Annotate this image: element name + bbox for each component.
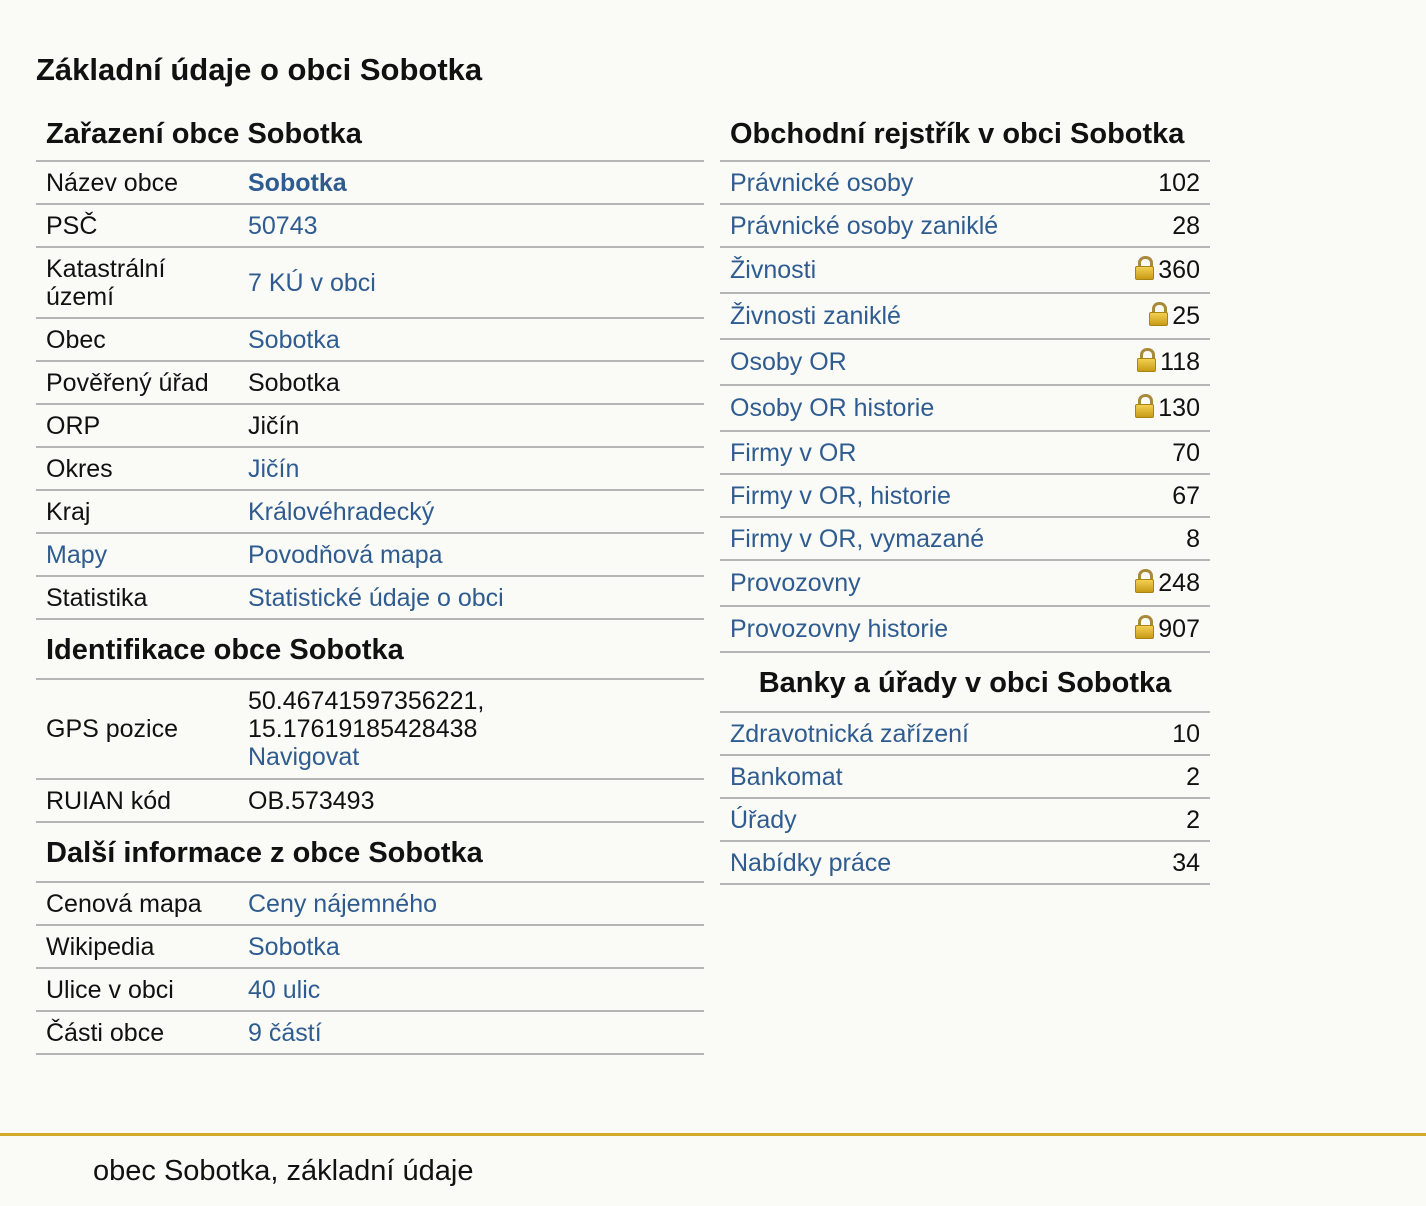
- table-row: [720, 204, 1210, 247]
- row-key: RUIAN kód: [36, 779, 238, 822]
- kraj-link[interactable]: Královéhradecký: [248, 497, 435, 526]
- banky-table: [720, 713, 1210, 885]
- povodnova-mapa-link[interactable]: Povodňová mapa: [248, 540, 443, 569]
- identifikace-heading: Identifikace obce Sobotka: [36, 620, 704, 680]
- table-row: [720, 798, 1210, 841]
- row-key: GPS pozice: [36, 680, 238, 779]
- count: 10: [1080, 713, 1210, 755]
- table-row: [720, 385, 1210, 431]
- provozovny-historie-link[interactable]: Provozovny historie: [730, 615, 949, 643]
- casti-obce-link[interactable]: 9 částí: [248, 1018, 322, 1047]
- row-key: Okres: [36, 447, 238, 490]
- count: 360: [1158, 256, 1200, 284]
- dalsi-table: [36, 883, 704, 1055]
- osoby-or-historie-link[interactable]: Osoby OR historie: [730, 394, 935, 422]
- count: 25: [1172, 302, 1200, 330]
- padlock-icon: [1149, 302, 1168, 326]
- row-key: ORP: [36, 404, 238, 447]
- zarazeni-heading: Zařazení obce Sobotka: [36, 112, 704, 162]
- table-row: [720, 606, 1210, 652]
- firmy-v-or-historie-link[interactable]: Firmy v OR, historie: [730, 481, 951, 510]
- table-row: [36, 680, 704, 779]
- row-key: Wikipedia: [36, 925, 238, 968]
- okres-link[interactable]: Jičín: [248, 454, 300, 483]
- obchodni-table: [720, 162, 1210, 653]
- orp-value: Jičín: [238, 404, 704, 447]
- katastralni-uzemi-link[interactable]: 7 KÚ v obci: [248, 268, 376, 297]
- ulice-link[interactable]: 40 ulic: [248, 975, 321, 1004]
- obchodni-heading: Obchodní rejstřík v obci Sobotka: [720, 112, 1210, 162]
- gps-coordinates: 50.46741597356221, 15.17619185428438: [248, 687, 485, 743]
- row-key: Název obce: [36, 162, 238, 204]
- padlock-icon: [1135, 256, 1154, 280]
- count: 118: [1160, 348, 1200, 376]
- count: 28: [1080, 204, 1210, 247]
- obec-link[interactable]: Sobotka: [248, 325, 340, 354]
- osoby-or-link[interactable]: Osoby OR: [730, 348, 847, 376]
- table-row: [36, 404, 704, 447]
- zarazeni-table: [36, 162, 704, 620]
- right-column: [720, 112, 1210, 885]
- firmy-v-or-vymazane-link[interactable]: Firmy v OR, vymazané: [730, 524, 985, 553]
- dalsi-heading: Další informace z obce Sobotka: [36, 823, 704, 883]
- row-key: Kraj: [36, 490, 238, 533]
- zdravotnicka-zarizeni-link[interactable]: Zdravotnická zařízení: [730, 719, 969, 748]
- footer-text: obec Sobotka, základní údaje: [93, 1155, 474, 1187]
- table-row: [720, 841, 1210, 884]
- table-row: [36, 361, 704, 404]
- row-key: PSČ: [36, 204, 238, 247]
- padlock-icon: [1135, 394, 1154, 418]
- pravnicke-osoby-link[interactable]: Právnické osoby: [730, 168, 914, 197]
- ruian-value: OB.573493: [238, 779, 704, 822]
- row-key: Pověřený úřad: [36, 361, 238, 404]
- bankomat-link[interactable]: Bankomat: [730, 762, 843, 791]
- table-row: [36, 1011, 704, 1054]
- left-column: [36, 112, 704, 1055]
- zivnosti-zanikle-link[interactable]: Živnosti zaniklé: [730, 302, 901, 330]
- count: 2: [1080, 755, 1210, 798]
- table-row: [720, 247, 1210, 293]
- padlock-icon: [1137, 348, 1156, 372]
- firmy-v-or-link[interactable]: Firmy v OR: [730, 438, 857, 467]
- provozovny-link[interactable]: Provozovny: [730, 569, 861, 597]
- table-row: [36, 968, 704, 1011]
- padlock-icon: [1135, 615, 1154, 639]
- table-row: [36, 883, 704, 925]
- table-row: [36, 925, 704, 968]
- table-row: [36, 318, 704, 361]
- ceny-najemneho-link[interactable]: Ceny nájemného: [248, 889, 438, 918]
- table-row: [36, 247, 704, 318]
- count: 70: [1080, 431, 1210, 474]
- table-row: [36, 162, 704, 204]
- count: 102: [1080, 162, 1210, 204]
- table-row: [720, 713, 1210, 755]
- urady-link[interactable]: Úřady: [730, 805, 797, 834]
- row-key: Obec: [36, 318, 238, 361]
- row-key: Části obce: [36, 1011, 238, 1054]
- page-title: Základní údaje o obci Sobotka: [36, 52, 483, 87]
- banky-heading: Banky a úřady v obci Sobotka: [720, 653, 1210, 713]
- row-key: Ulice v obci: [36, 968, 238, 1011]
- zivnosti-link[interactable]: Živnosti: [730, 256, 817, 284]
- count: 67: [1080, 474, 1210, 517]
- table-row: [36, 576, 704, 619]
- count: 248: [1158, 569, 1200, 597]
- padlock-icon: [1135, 569, 1154, 593]
- table-row: [720, 755, 1210, 798]
- table-row: [36, 533, 704, 576]
- table-row: [36, 779, 704, 822]
- count: 907: [1158, 615, 1200, 643]
- row-key: Cenová mapa: [36, 883, 238, 925]
- statisticke-udaje-link[interactable]: Statistické údaje o obci: [248, 583, 504, 612]
- table-row: [720, 517, 1210, 560]
- count: 8: [1080, 517, 1210, 560]
- pravnicke-osoby-zanikle-link[interactable]: Právnické osoby zaniklé: [730, 211, 999, 240]
- count: 2: [1080, 798, 1210, 841]
- table-row: [720, 339, 1210, 385]
- povereny-urad-value: Sobotka: [238, 361, 704, 404]
- row-key: Katastrální území: [36, 247, 238, 318]
- identifikace-table: [36, 680, 704, 823]
- table-row: [36, 447, 704, 490]
- table-row: [720, 293, 1210, 339]
- table-row: [720, 162, 1210, 204]
- count: 130: [1158, 394, 1200, 422]
- navigovat-link[interactable]: Navigovat: [248, 743, 360, 771]
- table-row: [720, 474, 1210, 517]
- wikipedia-link[interactable]: Sobotka: [248, 932, 340, 961]
- obec-name-link[interactable]: Sobotka: [248, 168, 347, 197]
- footer-divider: [0, 1133, 1426, 1136]
- table-row: [36, 204, 704, 247]
- psc-link[interactable]: 50743: [248, 211, 318, 240]
- table-row: [720, 560, 1210, 606]
- table-row: [36, 490, 704, 533]
- nabidky-prace-link[interactable]: Nabídky práce: [730, 848, 892, 877]
- count: 34: [1080, 841, 1210, 884]
- mapy-link[interactable]: Mapy: [46, 540, 108, 569]
- row-key: Statistika: [36, 576, 238, 619]
- table-row: [720, 431, 1210, 474]
